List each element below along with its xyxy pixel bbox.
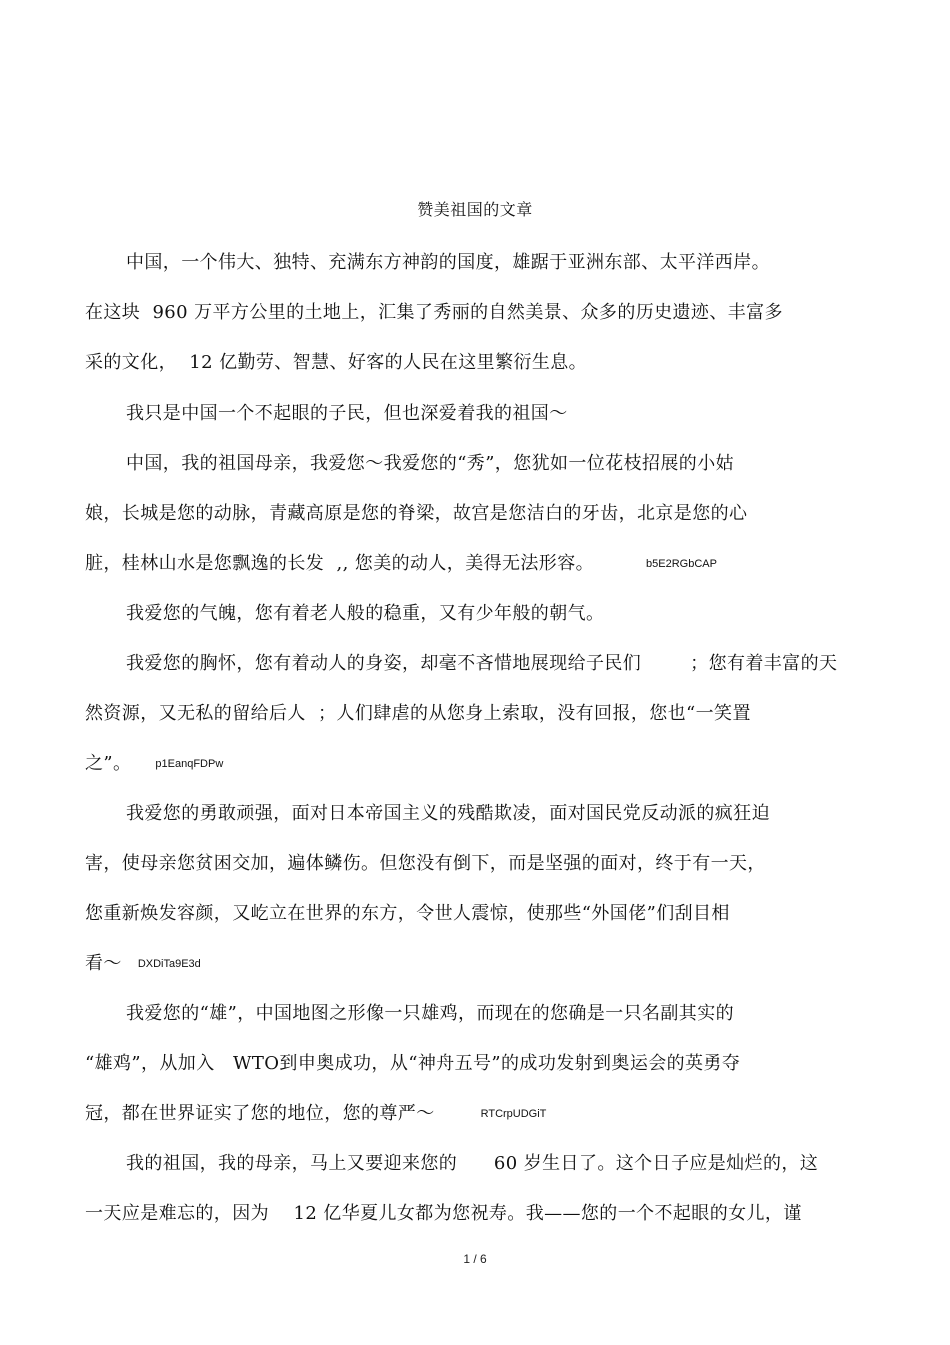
paragraph-line: 我爱您的“雄”，中国地图之形像一只雄鸡，而现在的您确是一只名副其实的 [126, 1003, 735, 1024]
paragraph-line: 娘，长城是您的动脉，青藏高原是您的脊梁，故宫是您洁白的牙齿，北京是您的心 [85, 503, 748, 524]
paragraph-line-with-code [85, 552, 717, 578]
paragraph-line: 您重新焕发容颜，又屹立在世界的东方，令世人震惊，使那些“外国佬”们刮目相 [85, 903, 730, 924]
paragraph-line: 我爱您的气魄，您有着老人般的稳重，又有少年般的朝气。 [126, 603, 605, 624]
paragraph-line: 我爱您的胸怀，您有着动人的身姿，却毫不吝惜地展现给子民们 ；您有着丰富的天 [126, 653, 838, 674]
paragraph-line: 我爱您的勇敢顽强，面对日本帝国主义的残酷欺凌，面对国民党反动派的疯狂迫 [126, 803, 770, 824]
document-title: 赞美祖国的文章 [417, 200, 533, 219]
reference-code: DXDiTa9E3d [137, 958, 201, 970]
reference-code: b5E2RGbCAP [646, 558, 717, 570]
paragraph-text: 看～ [85, 953, 122, 974]
paragraph-text: 冠，都在世界证实了您的地位，您的尊严～ [85, 1103, 435, 1124]
page-number: 1 / 6 [463, 1252, 487, 1266]
paragraph-line: 我只是中国一个不起眼的子民，但也深爱着我的祖国～ [126, 403, 568, 424]
paragraph-line: 在这块 960 万平方公里的土地上，汇集了秀丽的自然美景、众多的历史遗迹、丰富多 [85, 302, 783, 323]
paragraph-line: “雄鸡”，从加入 WTO到申奥成功，从“神舟五号”的成功发射到奥运会的英勇夺 [85, 1053, 741, 1074]
paragraph-line: 一天应是难忘的，因为 12 亿华夏儿女都为您祝寿。我——您的一个不起眼的女儿，谨 [85, 1203, 802, 1224]
paragraph-line-with-code [85, 1102, 546, 1128]
paragraph-line-with-code [85, 952, 201, 978]
paragraph-text: 之”。 [85, 753, 132, 774]
paragraph-line: 害，使母亲您贫困交加，遍体鳞伤。但您没有倒下，而是坚强的面对，终于有一天， [85, 853, 766, 874]
reference-code: RTCrpUDGiT [480, 1108, 547, 1120]
reference-code: p1EanqFDPw [155, 758, 224, 770]
paragraph-line-with-code [85, 752, 223, 778]
paragraph-line: 中国，一个伟大、独特、充满东方神韵的国度，雄踞于亚洲东部、太平洋西岸。 [126, 252, 770, 273]
paragraph-line: 中国，我的祖国母亲，我爱您～我爱您的“秀”，您犹如一位花枝招展的小姑 [126, 453, 735, 474]
paragraph-line: 然资源，又无私的留给后人 ；人们肆虐的从您身上索取，没有回报，您也“一笑置 [85, 703, 751, 724]
paragraph-text: 脏，桂林山水是您飘逸的长发 ,, 您美的动人，美得无法形容。 [85, 553, 595, 574]
paragraph-line: 采的文化， 12 亿勤劳、智慧、好客的人民在这里繁衍生息。 [85, 352, 588, 373]
paragraph-line: 我的祖国，我的母亲，马上又要迎来您的 60 岁生日了。这个日子应是灿烂的，这 [126, 1153, 819, 1174]
